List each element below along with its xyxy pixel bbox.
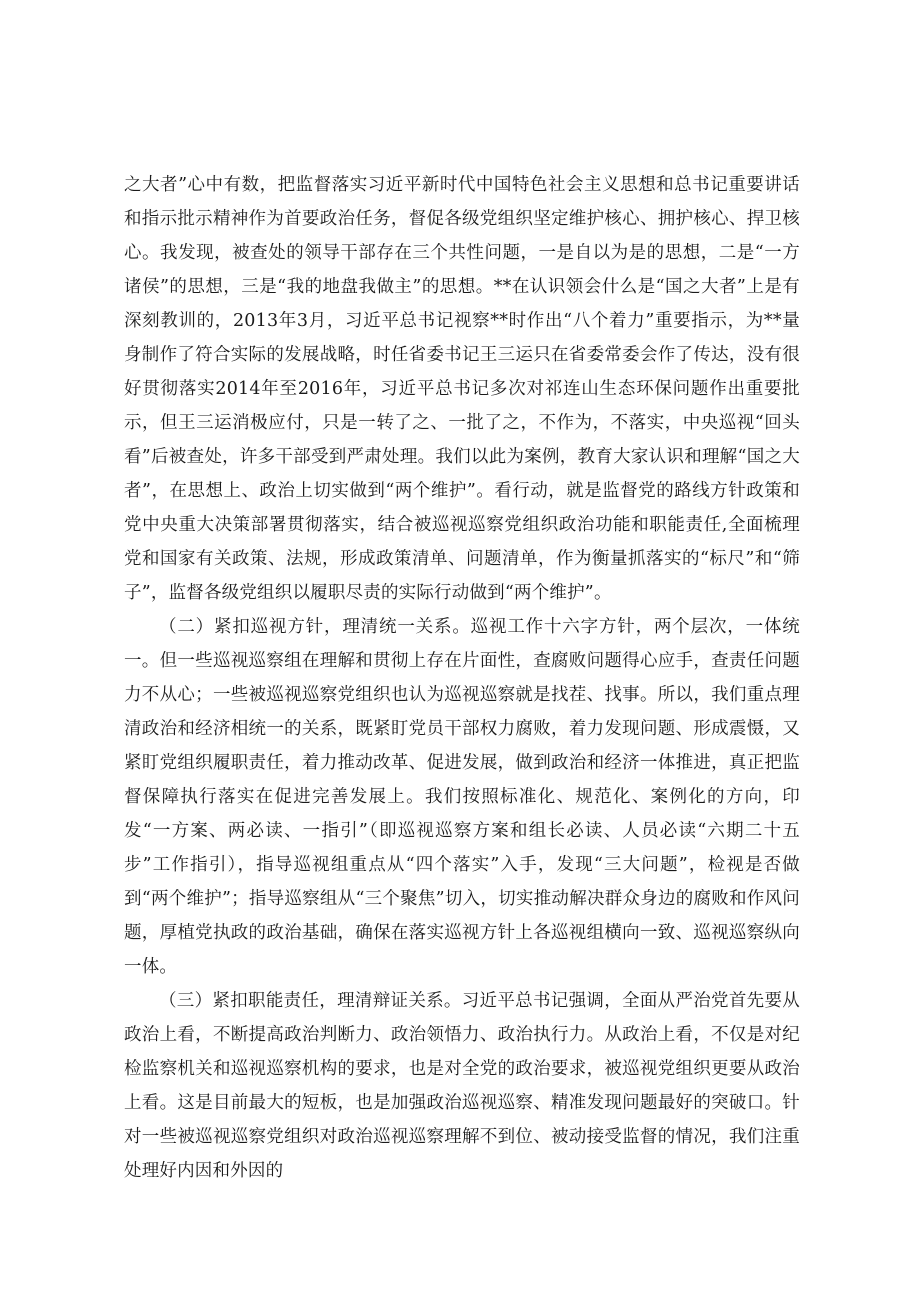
paragraph-section-2-xunshi-fangzhen: （二）紧扣巡视方针，理清统一关系。巡视工作十六字方针，两个层次，一体统一。但一些巡视巡察组在理解和贯彻上存在片面性，查腐败问题得心应手，查责任问题力不从心；一些被巡视巡察党组织也认为巡视巡察就是找茬、找事。所以，我们重点理清政治和经济相统一的关系，既紧盯党员干部权力腐败，着力发现问题、形成震慑，又紧盯党组织履职责任，着力推动改革、促进发展，做到政治和经济一体推进，真正把监督保障执行落实在促进完善发展上。我们按照标准化、规范化、案例化的方向，印发“一方案、两必读、一指引”（即巡视巡察方案和组长必读、人员必读“六期二十五步”工作指引），指导巡视组重点从“四个落实”入手，发现“三大问题”，检视是否做到“两个维护”；指导巡察组从“三个聚焦”切入，切实推动解决群众身边的腐败和作风问题，厚植党执政的政治基础，确保在落实巡视方针上各巡视组横向一致、巡视巡察纵向一体。 [124,617,800,977]
paragraph-continued-guozhidazhe: 之大者”心中有数，把监督落实习近平新时代中国特色社会主义思想和总书记重要讲话和指示批示精神作为首要政治任务，督促各级党组织坚定维护核心、拥护核心、捍卫核心。我发现，被查处的领导干部存在三个共性问题，一是自以为是的思想，二是“一方诸侯”的思想，三是“我的地盘我做主”的思想。**在认识领会什么是“国之大者”上是有深刻教训的，2013年3月，习近平总书记视察**时作出“八个着力”重要指示，为**量身制作了符合实际的发展战略，时任省委书记王三运只在省委常委会作了传达，没有很好贯彻落实2014年至2016年，习近平总书记多次对祁连山生态环保问题作出重要批示，但王三运消极应付，只是一转了之、一批了之，不作为，不落实，中央巡视“回头看”后被查处，许多干部受到严肃处理。我们以此为案例，教育大家认识和理解“国之大者”，在思想上、政治上切实做到“两个维护”。看行动，就是监督党的路线方针政策和党中央重大决策部署贯彻落实，结合被巡视巡察党组织政治功能和职能责任,全面梳理党和国家有关政策、法规，形成政策清单、问题清单，作为衡量抓落实的“标尺”和“筛子”，监督各级党组织以履职尽责的实际行动做到“两个维护”。 [124,175,800,603]
document-body [124,168,800,1188]
paragraph-section-3-zhineng-zeren: （三）紧扣职能责任，理清辩证关系。习近平总书记强调，全面从严治党首先要从政治上看，不断提高政治判断力、政治领悟力、政治执行力。从政治上看，不仅是对纪检监察机关和巡视巡察机构的要求，也是对全党的政治要求，被巡视党组织更要从政治上看。这是目前最大的短板，也是加强政治巡视巡察、精准发现问题最好的突破口。针对一些被巡视巡察党组织对政治巡视巡察理解不到位、被动接受监督的情况，我们注重处理好内因和外因的 [124,991,800,1181]
